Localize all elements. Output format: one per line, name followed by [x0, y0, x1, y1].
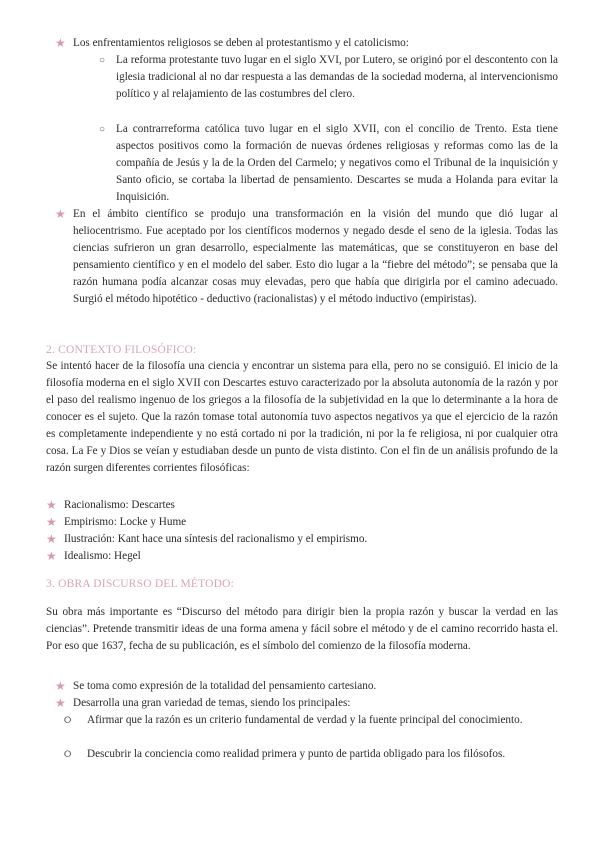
- bullet-religious-conflicts: Los enfrentamientos religiosos se deben al protestantismo y el catolicismo:: [73, 37, 409, 49]
- star-bullet-icon: ★: [55, 679, 66, 693]
- sub-item-reason-criterion: Afirmar que la razón es un criterio fundamental de verdad y la fuente principal del conocimiento.: [87, 714, 523, 726]
- star-bullet-icon: ★: [46, 532, 57, 546]
- list-item-empiricism: Empirismo: Locke y Hume: [64, 516, 187, 528]
- star-bullet-icon: ★: [46, 515, 57, 529]
- circle-bullet-icon: ⭘: [64, 715, 72, 725]
- star-bullet-icon: ★: [55, 36, 66, 50]
- star-bullet-icon: ★: [46, 498, 57, 512]
- list-item-enlightenment: Ilustración: Kant hace una síntesis del racionalismo y el empirismo.: [64, 533, 368, 545]
- circle-bullet-icon: ⭘: [64, 749, 72, 759]
- paragraph-philosophical-context: Se intentó hacer de la filosofía una ciencia y encontrar un sistema para ella, pero no se consiguió. El inicio de la filosofía moderna en el siglo XVII con Descartes estuvo caracterizado por la absoluta autonomía de la razón y por el paso del realismo ingenuo de los griegos a la filosofía de la subjetividad en la que lo determinante a la hora de conocer es el sujeto. Que la razón tomase total autonomía tuvo aspectos negativos ya que el ejercicio de la razón es completamente independiente y no está cortado ni por la tradición, ni por la fe religiosa, ni por cualquier otra cosa. La Fe y Dios se veían y estudiaban desde un punto de vista distinto. Con el fin de un análisis profundo de la razón surgen diferentes corrientes filosóficas:: [46, 360, 558, 474]
- section-heading-discourse-method: 3. OBRA DISCURSO DEL MÉTODO:: [46, 578, 235, 590]
- circle-bullet-icon: ○: [99, 124, 106, 135]
- star-bullet-icon: ★: [46, 549, 57, 563]
- list-item-rationalism: Racionalismo: Descartes: [64, 499, 175, 511]
- list-item-themes: Desarrolla una gran variedad de temas, siendo los principales:: [73, 697, 351, 709]
- star-bullet-icon: ★: [55, 207, 66, 221]
- sub-item-protestant-reform: La reforma protestante tuvo lugar en el siglo XVI, por Lutero, se originó por el descontento con la iglesia tradicional al no dar respuesta a las demandas de la sociedad moderna, al intervencionismo político y al relajamiento de las costumbres del clero.: [116, 54, 558, 100]
- list-item-idealism: Idealismo: Hegel: [64, 550, 141, 562]
- paragraph-discourse-method: Su obra más importante es “Discurso del método para dirigir bien la propia razón y buscar la verdad en las ciencias”. Pretende transmitir ideas de una forma amena y fácil sobre el método y de el camino recorrido hasta el. Por eso que 1637, fecha de su publicación, es el símbolo del comienzo de la filosofía moderna.: [46, 606, 558, 652]
- star-bullet-icon: ★: [55, 696, 66, 710]
- circle-bullet-icon: ○: [99, 55, 106, 66]
- bullet-scientific-field: En el ámbito científico se produjo una transformación en la visión del mundo que dió lugar al heliocentrismo. Fue aceptado por los científicos modernos y negado desde el seno de la iglesia. Todas las ciencias sufrieron un gran desarrollo, especialmente las matemáticas, que se constituyeron en base del pensamiento científico y en el modelo del saber. Esto dio lugar a la “fiebre del método”; se pensaba que la razón humana podía alcanzar cosas muy elevadas, pero que había que dirigirla por el camino adecuado. Surgió el método hipotético - deductivo (racionalistas) y el método inductivo (empiristas).: [73, 208, 558, 305]
- section-heading-philosophical-context: 2. CONTEXTO FILOSÓFICO:: [46, 344, 197, 356]
- sub-item-consciousness: Descubrir la conciencia como realidad primera y punto de partida obligado para los filósofos.: [87, 748, 506, 760]
- list-item-totality: Se toma como expresión de la totalidad del pensamiento cartesiano.: [73, 680, 377, 692]
- sub-item-counter-reform: La contrarreforma católica tuvo lugar en el siglo XVII, con el concilio de Trento. Esta tiene aspectos positivos como la formación de nuevas órdenes religiosas y reformas como las de la compañía de Jesús y la de la Orden del Carmelo; y negativos como el Tribunal de la inquisición y Santo oficio, se cortaba la libertad de pensamiento. Descartes se muda a Holanda para evitar la Inquisición.: [116, 123, 558, 203]
